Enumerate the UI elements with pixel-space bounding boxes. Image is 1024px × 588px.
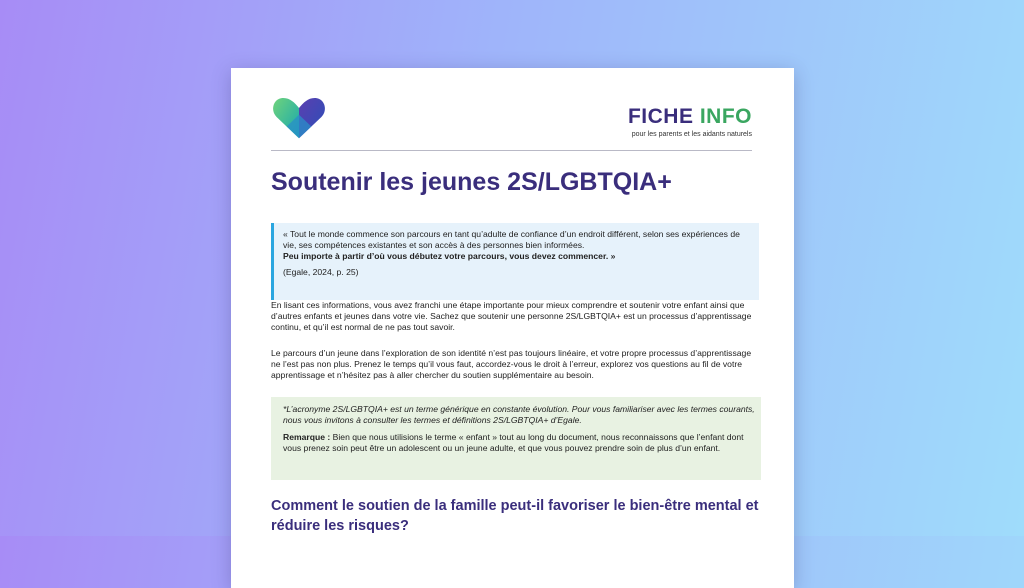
journey-paragraph: Le parcours d’un jeune dans l’exploration de son identité n’est pas toujours linéaire, et votre propre processus d’apprentissage ne l’est pas non plus. Prenez le temps qu’il vous faut, accordez-vous le droit à l’erreur, explorez vos questions au fil de votre apprentissage et n’hésitez pas à aller chercher du soutien supplémentaire au besoin.: [271, 348, 752, 380]
remark-label: Remarque :: [283, 432, 331, 442]
header-divider: [271, 150, 752, 151]
document-page: [231, 68, 794, 588]
brand-title-info: INFO: [699, 105, 752, 128]
brand-title: [628, 106, 752, 128]
quote-block: [271, 223, 759, 300]
quote-text: « Tout le monde commence son parcours en tant qu’adulte de confiance d’un endroit différent, selon ses expériences de vie, ses compétences existantes et son accès à des personnes bien informées.: [283, 229, 740, 250]
acronym-note: *L’acronyme 2S/LGBTQIA+ est un terme générique en constante évolution. Pour vous familiariser avec les termes courants, nous vous invitons à consulter les termes et définitions 2S/LGBTQIA+ d’Egale.: [283, 404, 755, 425]
brand-subtitle: pour les parents et les aidants naturels: [631, 131, 752, 138]
section-heading: Comment le soutien de la famille peut-il favoriser le bien-être mental et réduire les risques?: [271, 498, 759, 534]
intro-paragraph: En lisant ces informations, vous avez franchi une étape importante pour mieux comprendre et soutenir votre enfant ainsi que d’autres enfants et jeunes dans votre vie. Sachez que soutenir une personne 2S/LGBTQIA+ est un processus d’apprentissage continu, et qu’il est normal de ne pas tout savoir.: [271, 300, 752, 332]
heart-logo-icon: [271, 94, 327, 140]
remark-note: [283, 432, 755, 454]
brand-header: [628, 106, 752, 138]
document-title: Soutenir les jeunes 2S/LGBTQIA+: [271, 168, 672, 196]
brand-title-fiche: FICHE: [627, 105, 694, 128]
quote-citation: (Egale, 2024, p. 25): [283, 267, 359, 277]
note-block: [271, 397, 761, 480]
quote-emphasis: Peu importe à partir d’où vous débutez votre parcours, vous devez commencer. »: [283, 251, 616, 261]
remark-text: Bien que nous utilisions le terme « enfant » tout au long du document, nous reconnaissons que l’enfant dont vous prenez soin peut être un adolescent ou un jeune adulte, et que vous pouvez prendre soin de plus d’un enfant.: [283, 432, 744, 453]
